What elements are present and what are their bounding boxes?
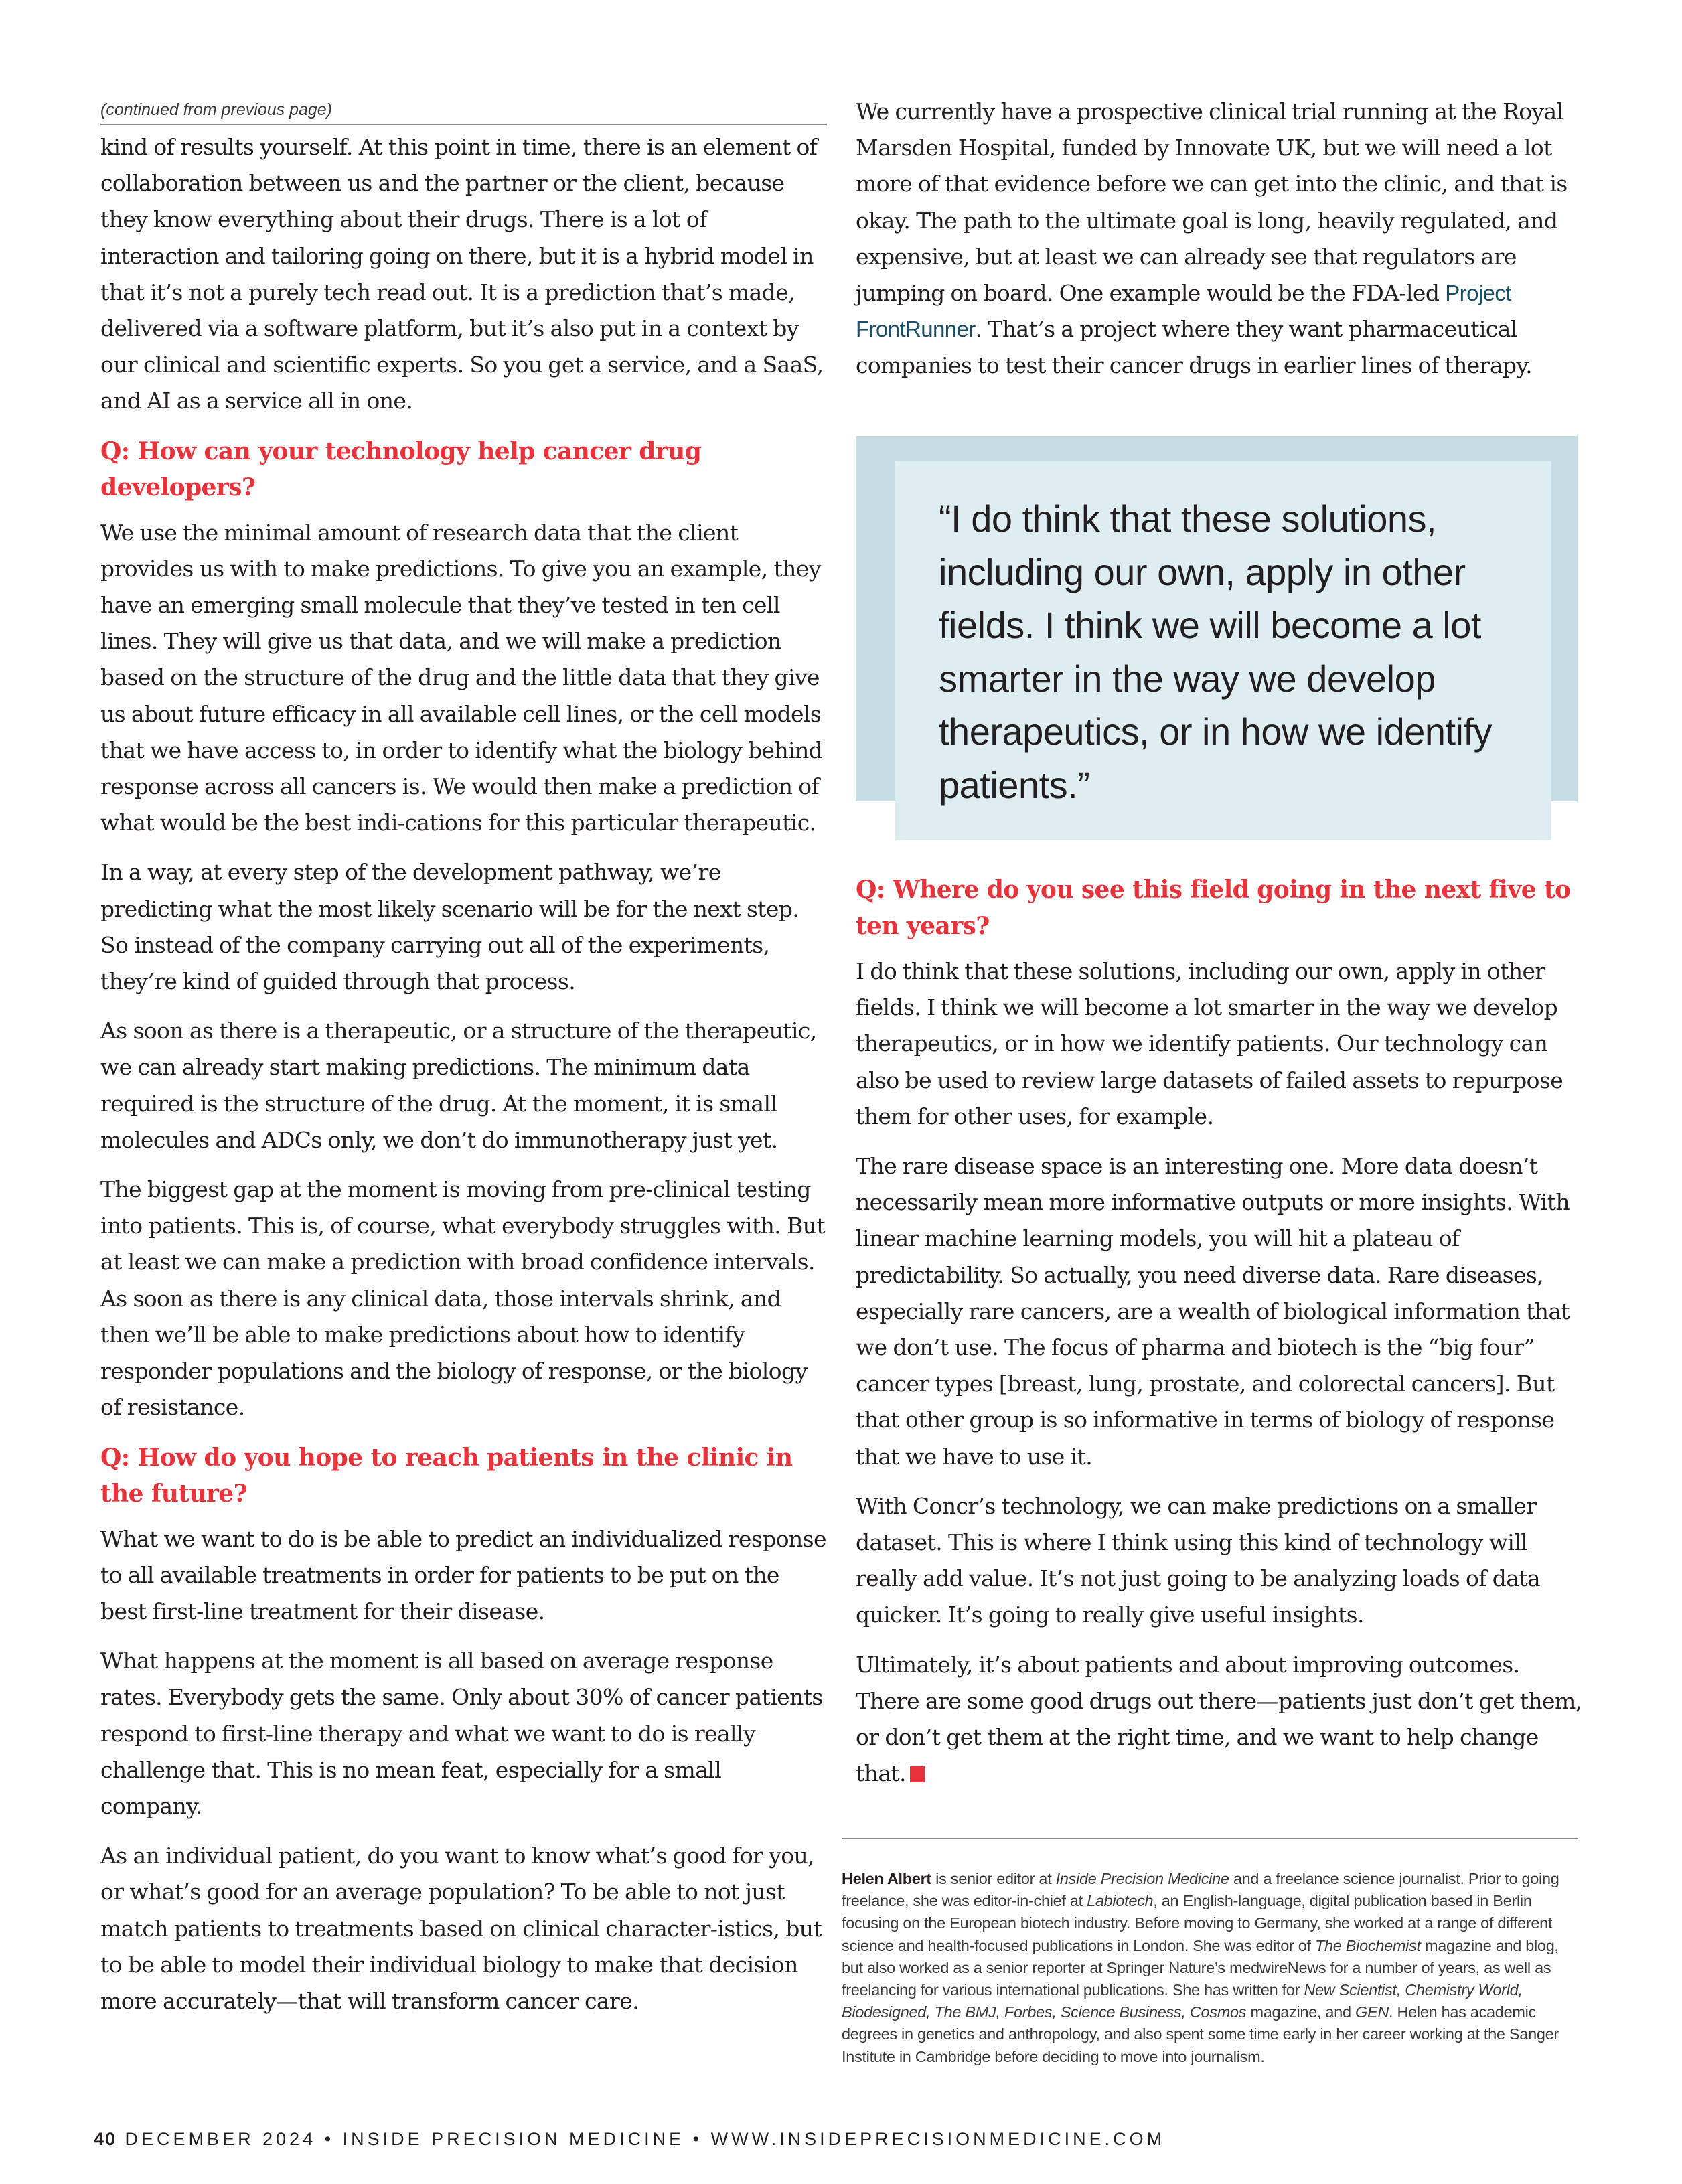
paragraph-text: We currently have a prospective clinical trial running at the Royal Marsden Hospital, funded by Innovate UK, but we will need a lot more of that evidence before we can get into the clinic, and that is okay. The path to the ultimate goal is long, heavily regulated, and expensive, but at least we can already see that regulators are jumping on board. One example would be the FDA-led <box>856 98 1568 307</box>
publication-title: GEN <box>1355 2003 1389 2021</box>
left-column <box>100 100 827 2033</box>
paragraph: With Concr’s technology, we can make predictions on a smaller dataset. This is where I think using this kind of technology will really add value. It’s not just going to be analyzing loads of data quicker. It’s going to really give useful insights. <box>856 1492 1541 1628</box>
paragraph-text: . That’s a project where they want pharmaceutical companies to test their cancer drugs in earlier lines of therapy. <box>856 316 1532 379</box>
final-paragraph <box>856 1647 1582 1792</box>
paragraph: The rare disease space is an interesting one. More data doesn’t necessarily mean more informative outputs or more insights. With linear machine learning models, you will hit a plateau of predictability. So actually, you need diverse data. Rare diseases, especially rare cancers, are a wealth of biological information that we don’t use. The focus of pharma and biotech is the “big four” cancer types [breast, lung, prostate, and colorectal cancers]. But that other group is so informative in terms of biology of response that we have to use it. <box>856 1153 1570 1470</box>
bio-text: is senior editor at <box>931 1870 1056 1887</box>
footer-text: DECEMBER 2024 • INSIDE PRECISION MEDICINE • WWW.INSIDEPRECISIONMEDICINE.COM <box>117 2129 1166 2149</box>
paragraph: kind of results yourself. At this point in time, there is an element of collaboration between us and the partner or the client, because they know everything about their drugs. There is a lot of interaction and tailoring going on there, but it is a hybrid model in that it’s not a purely tech read out. It is a prediction that’s made, delivered via a software platform, but it’s also put in a context by our clinical and scientific experts. So you get a service, and a SaaS, and AI as a service all in one. <box>100 134 824 414</box>
end-of-article-square-icon <box>910 1766 925 1782</box>
paragraph: We use the minimal amount of research data that the client provides us with to make predictions. To give you an example, they have an emerging small molecule that they’ve tested in ten cell lines. They will give us that data, and we will make a prediction based on the structure of the drug and the little data that they give us about future efficacy in all available cell lines, or the cell models that we have access to, in order to identify what the biology behind response across all cancers is. We would then make a prediction of what would be the best indi-cations for this particular therapeutic. <box>100 519 823 836</box>
paragraph: What happens at the moment is all based on average response rates. Everybody gets the same. Only about 30% of cancer patients respond to first-line therapy and what we want to do is really challenge that. This is no mean feat, especially for a small company. <box>100 1648 823 1819</box>
bio-text: magazine, and <box>1246 2003 1355 2021</box>
publication-title: The Biochemist <box>1314 1936 1421 1954</box>
publication-title: Labiotech <box>1087 1892 1154 1910</box>
question-heading: Q: How can your technology help cancer drug developers? <box>100 437 702 501</box>
question-heading: Q: How do you hope to reach patients in the clinic in the future? <box>100 1443 793 1508</box>
publication-title: Inside Precision Medicine <box>1055 1870 1229 1887</box>
bio-text: magazine and blog, but also worked as a senior reporter at Springer Nature’s medwireNews for a number of years, as well as freelancing for various international publications. She has written for <box>842 1936 1559 1999</box>
paragraph: The biggest gap at the moment is moving from pre-clinical testing into patients. This is, of course, what everybody struggles with. But at least we can make a prediction with broad confidence intervals. As soon as there is any clinical data, those intervals shrink, and then we’ll be able to make predictions about how to identify responder populations and the biology of response, or the biology of resistance. <box>100 1176 826 1421</box>
bio-text: . Helen has academic degrees in genetics and anthropology, and also spent some time early in her career working at the Sanger Institute in Cambridge before deciding to move into journalism. <box>842 2003 1559 2065</box>
paragraph: What we want to do is be able to predict an individualized response to all available treatments in order for patients to be put on the best first-line treatment for their disease. <box>100 1525 826 1624</box>
pull-quote-text: “I do think that these solutions, including our own, apply in other fields. I think we will become a lot smarter in the way we develop therapeutics, or in how we identify patients.” <box>939 497 1493 806</box>
paragraph: I do think that these solutions, including our own, apply in other fields. I think we will become a lot smarter in the way we develop therapeutics, or in how we identify patients. Our technology can also be used to review large datasets of failed assets to repurpose them for other uses, for example. <box>856 958 1563 1129</box>
question-heading: Q: Where do you see this field going in the next five to ten years? <box>856 876 1571 940</box>
page-footer <box>94 2129 1165 2150</box>
paragraph: In a way, at every step of the development pathway, we’re predicting what the most likely scenario will be for the next step. So instead of the company carrying out all of the experiments, they’re kind of guided through that process. <box>100 859 799 995</box>
bio-text: , an English-language, digital publication based in Berlin focusing on the European biotech industry. Before moving to Germany, she worked at a range of different science and health-focused publications in London. She was editor of <box>842 1892 1553 1954</box>
paragraph: As soon as there is a therapeutic, or a structure of the therapeutic, we can already start making predictions. The minimum data required is the structure of the drug. At the moment, it is small molecules and ADCs only, we don’t do immunotherapy just yet. <box>100 1018 817 1153</box>
author-bio-text <box>842 1870 1559 2065</box>
bio-text: and a freelance science journalist. Prior to going freelance, she was editor-in-chief at <box>842 1870 1559 1910</box>
publication-title: New Scientist, Chemistry World, Biodesigned, The BMJ, Forbes, Science Business, Cosmos <box>842 1981 1523 2021</box>
page-number: 40 <box>94 2129 117 2149</box>
right-column-intro <box>856 94 1582 398</box>
paragraph <box>856 94 1582 384</box>
author-bio <box>842 1868 1582 2068</box>
project-frontrunner-link[interactable]: Project FrontRunner <box>856 281 1511 342</box>
right-column-body <box>856 864 1582 1805</box>
author-name: Helen Albert <box>842 1870 931 1887</box>
paragraph: As an individual patient, do you want to know what’s good for you, or what’s good for an average population? To be able to not just match patients to treatments based on clinical character-istics, but to be able to model their individual biology to make that decision more accurately—that will transform cancer care. <box>100 1843 822 2014</box>
bio-divider <box>842 1838 1578 1839</box>
paragraph-text: Ultimately, it’s about patients and about improving outcomes. There are some good drugs out there—patients just don’t get them, or don’t get them at the right time, and we want to help change that. <box>856 1651 1582 1787</box>
continued-note: (continued from previous page) <box>100 100 827 125</box>
